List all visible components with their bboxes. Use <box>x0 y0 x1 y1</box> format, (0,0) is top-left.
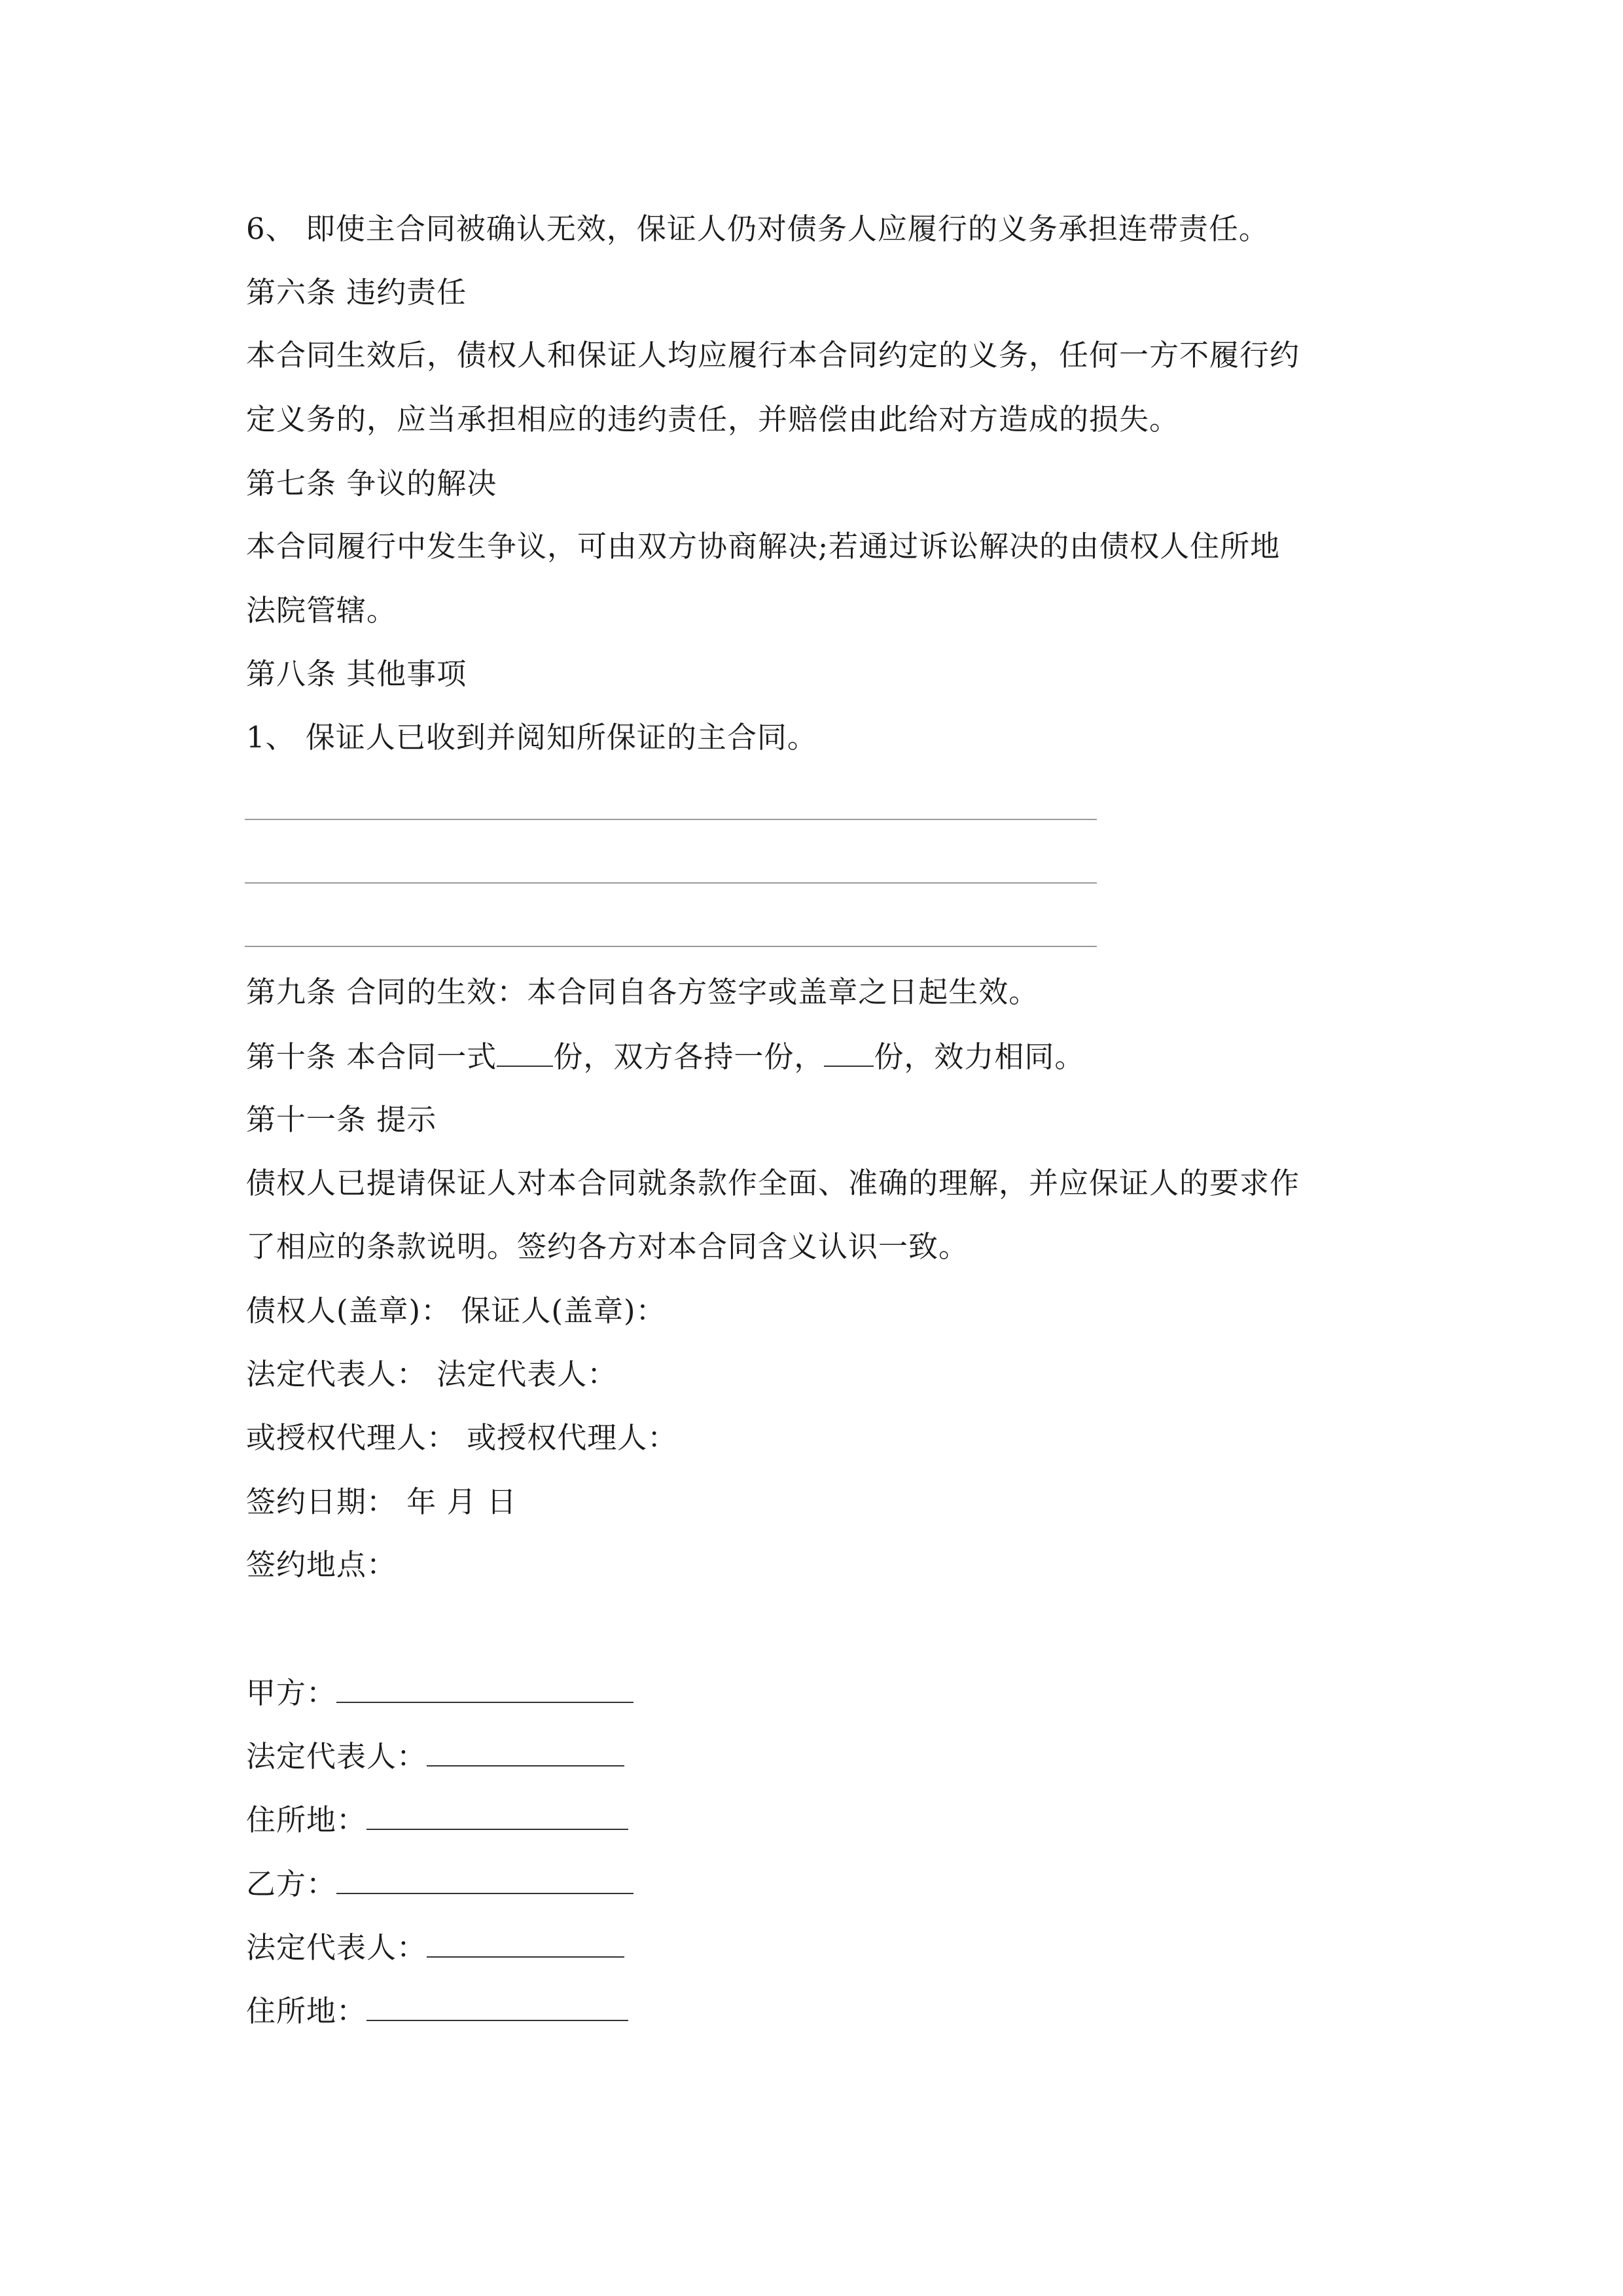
address-a-row <box>246 1800 628 1839</box>
blank-fill-line-3 <box>245 946 1097 947</box>
party-b-row <box>246 1864 633 1903</box>
article6-line1: 本合同生效后，债权人和保证人均应履行本合同约定的义务，任何一方不履行约 <box>246 338 1300 372</box>
signature-row-seal: 债权人(盖章)： 保证人(盖章)： <box>246 1293 666 1328</box>
party-b-blank <box>336 1864 633 1894</box>
clause5-item6: 6、 即使主合同被确认无效，保证人仍对债务人应履行的义务承担连带责任。 <box>246 211 1269 246</box>
article6-heading: 第六条 违约责任 <box>246 275 467 310</box>
article10 <box>246 1037 1084 1076</box>
legal-rep-b-blank <box>427 1928 624 1958</box>
signature-row-date: 签约日期： 年 月 日 <box>246 1484 517 1519</box>
article6-line2: 定义务的，应当承担相应的违约责任，并赔偿由此给对方造成的损失。 <box>246 402 1180 437</box>
address-b-label: 住所地： <box>246 1994 367 2028</box>
article9: 第九条 合同的生效：本合同自各方签字或盖章之日起生效。 <box>246 975 1039 1009</box>
article8-item1: 1、 保证人已收到并阅知所保证的主合同。 <box>246 720 817 755</box>
copies-blank-2 <box>824 1037 874 1067</box>
article10-part2: 份，双方各持一份， <box>553 1039 825 1074</box>
blank-fill-line-2 <box>245 882 1097 884</box>
blank-fill-line-1 <box>245 819 1097 820</box>
signature-row-agent: 或授权代理人： 或授权代理人： <box>246 1420 678 1455</box>
legal-rep-a-blank <box>427 1736 624 1767</box>
legal-rep-a-label: 法定代表人： <box>246 1739 427 1774</box>
article11-line1: 债权人已提请保证人对本合同就条款作全面、准确的理解，并应保证人的要求作 <box>246 1166 1300 1200</box>
signature-row-legal-rep: 法定代表人： 法定代表人： <box>246 1357 618 1391</box>
party-a-row <box>246 1673 633 1712</box>
article8-heading: 第八条 其他事项 <box>246 656 467 691</box>
article7-heading: 第七条 争议的解决 <box>246 466 497 501</box>
address-b-blank <box>366 1991 628 2021</box>
party-a-label: 甲方： <box>246 1676 337 1710</box>
address-a-label: 住所地： <box>246 1803 367 1837</box>
article11-heading: 第十一条 提示 <box>246 1102 437 1137</box>
address-b-row <box>246 1991 628 2030</box>
article10-part3: 份，效力相同。 <box>874 1039 1085 1074</box>
legal-rep-a-row <box>246 1736 624 1776</box>
article11-line2: 了相应的条款说明。签约各方对本合同含义认识一致。 <box>246 1229 969 1264</box>
article10-part1: 第十条 本合同一式 <box>246 1039 497 1074</box>
address-a-blank <box>366 1800 628 1830</box>
article7-line2: 法院管辖。 <box>246 593 397 628</box>
party-a-blank <box>336 1673 633 1703</box>
signature-row-place: 签约地点： <box>246 1547 397 1582</box>
article7-line1: 本合同履行中发生争议，可由双方协商解决;若通过诉讼解决的由债权人住所地 <box>246 529 1281 564</box>
legal-rep-b-row <box>246 1928 624 1967</box>
party-b-label: 乙方： <box>246 1867 337 1901</box>
legal-rep-b-label: 法定代表人： <box>246 1930 427 1965</box>
copies-blank <box>497 1037 553 1067</box>
